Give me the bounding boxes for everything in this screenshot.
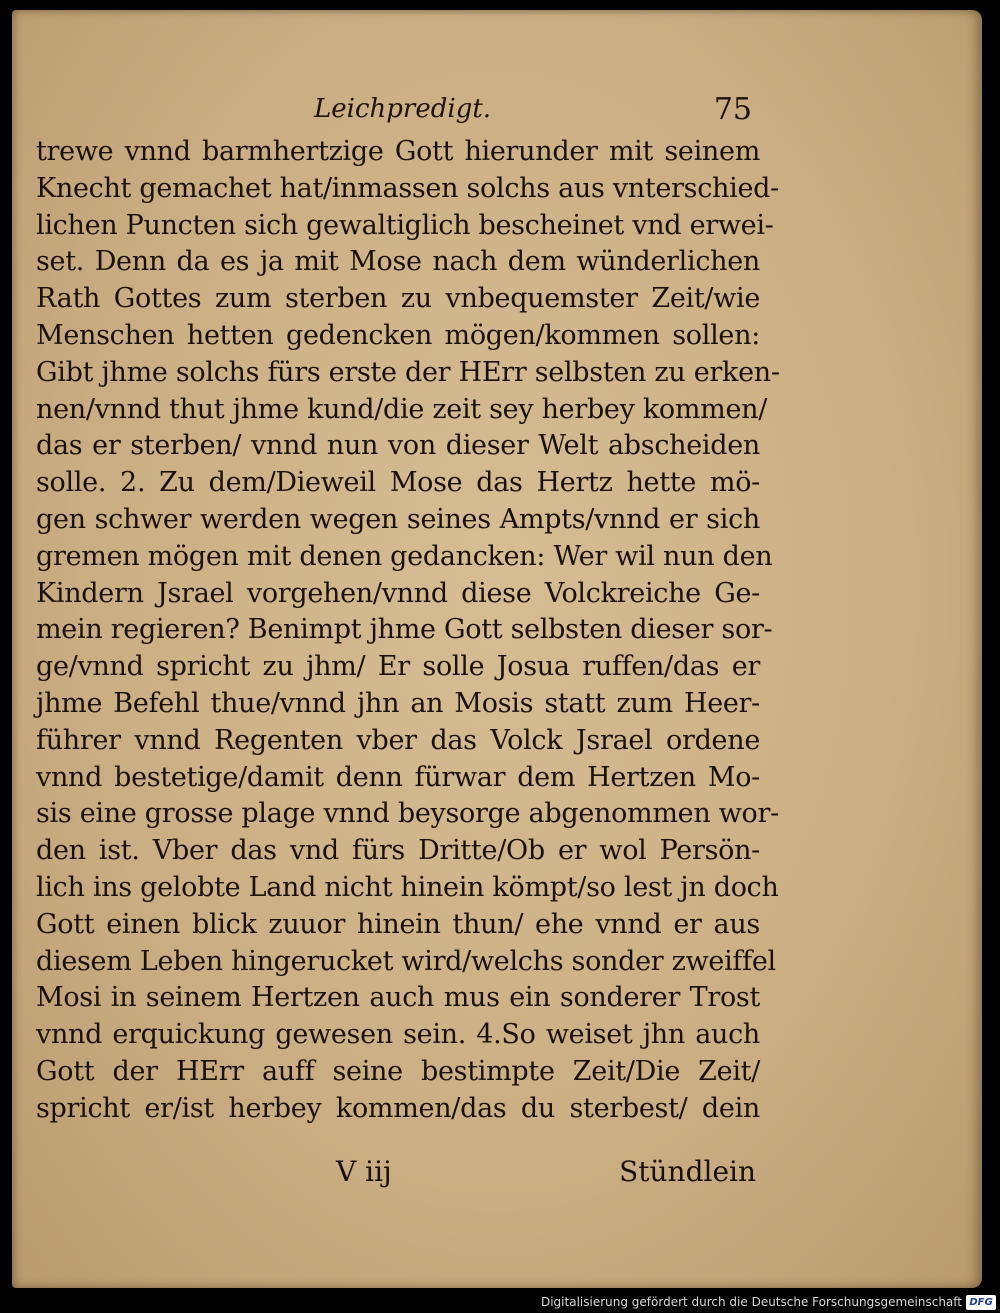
text-line: Gott der HErr auff seine bestimpte Zeit/Die Zeit/ <box>36 1055 760 1087</box>
funding-credit: Digitalisierung gefördert durch die Deutsche Forschungsgemeinschaft <box>540 1295 962 1309</box>
catchword: Stündlein <box>619 1155 756 1188</box>
footer-bar <box>0 1289 1000 1313</box>
dfg-logo: DFG <box>966 1295 996 1310</box>
page-header <box>34 94 760 130</box>
text-line: Gott einen blick zuuor hinein thun/ ehe vnnd er aus <box>36 908 760 940</box>
catchline <box>36 1152 760 1192</box>
text-line: führer vnnd Regenten vber das Volck Jsrael ordene <box>36 724 760 756</box>
running-title: Leichpredigt. <box>314 94 492 124</box>
text-line: mein regieren? Benimpt jhme Gott selbsten dieser sor- <box>36 614 773 646</box>
text-line: Mosi in seinem Hertzen auch mus ein sonderer Trost <box>36 982 760 1014</box>
text-line: gen schwer werden wegen seines Ampts/vnnd er sich <box>36 503 760 535</box>
text-line: Rath Gottes zum sterben zu vnbequemster Zeit/wie <box>36 283 760 315</box>
text-line: Knecht gemachet hat/inmassen solchs aus vnterschied- <box>36 172 779 204</box>
text-line: ge/vnnd spricht zu jhm/ Er solle Josua ruffen/das er <box>36 651 760 683</box>
text-line: set. Denn da es ja mit Mose nach dem wünderlichen <box>36 246 760 278</box>
text-line: spricht er/ist herbey kommen/das du sterbest/ dein <box>36 1092 760 1124</box>
text-line: Menschen hetten gedencken mögen/kommen sollen: <box>36 319 760 351</box>
text-line: sis eine grosse plage vnnd beysorge abgenommen wor- <box>36 798 779 830</box>
text-line: gremen mögen mit denen gedancken: Wer wil nun den <box>36 540 773 572</box>
text-line: jhme Befehl thue/vnnd jhn an Mosis statt zum Heer- <box>36 687 760 719</box>
text-line: trewe vnnd barmhertzige Gott hierunder mit seinem <box>36 136 760 167</box>
text-line: vnnd bestetige/damit denn fürwar dem Hertzen Mo- <box>36 761 760 793</box>
text-line: Kindern Jsrael vorgehen/vnnd diese Volckreiche Ge- <box>36 577 760 609</box>
body-text <box>36 134 780 1128</box>
text-line: lich ins gelobte Land nicht hinein kömpt/so lest jn doch <box>36 871 779 903</box>
text-line: den ist. Vber das vnd fürs Dritte/Ob er wol Persön- <box>36 835 760 867</box>
text-line: vnnd erquickung gewesen sein. 4.So weiset jhn auch <box>36 1019 760 1051</box>
signature-mark: V iij <box>336 1155 392 1188</box>
page-number: 75 <box>713 92 752 127</box>
text-line: das er sterben/ vnnd nun von dieser Welt abscheiden <box>36 430 760 462</box>
text-line: solle. 2. Zu dem/Dieweil Mose das Hertz hette mö- <box>36 467 760 499</box>
text-line: nen/vnnd thut jhme kund/die zeit sey herbey kommen/ <box>36 393 768 425</box>
text-line: diesem Leben hingerucket wird/welchs sonder zweiffel <box>36 945 776 977</box>
text-line: lichen Puncten sich gewaltiglich bescheinet vnd erwei- <box>36 209 774 241</box>
text-line: Gibt jhme solchs fürs erste der HErr selbsten zu erken- <box>36 356 780 388</box>
